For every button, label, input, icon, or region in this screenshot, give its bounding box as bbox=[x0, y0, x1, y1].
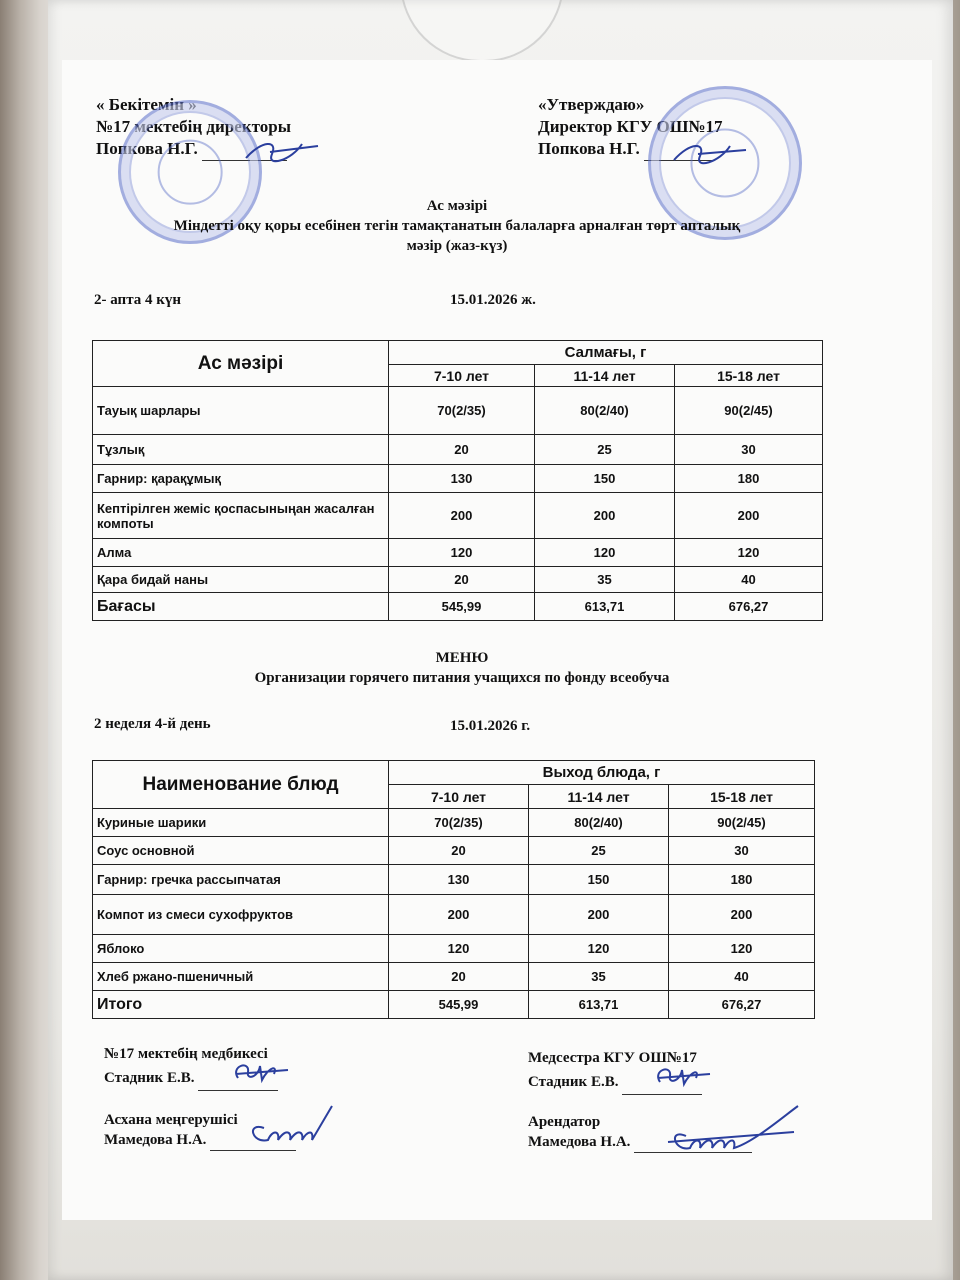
dish-name: Гарнир: қарақұмық bbox=[93, 465, 389, 493]
table-row bbox=[93, 539, 823, 567]
kz-date: 15.01.2026 ж. bbox=[450, 292, 536, 308]
portion-value: 30 bbox=[669, 837, 815, 865]
total-value: 613,71 bbox=[535, 593, 675, 621]
kz-name-header: Ас мәзірі bbox=[93, 341, 389, 387]
total-value: 545,99 bbox=[389, 593, 535, 621]
table-row bbox=[93, 809, 815, 837]
table-row bbox=[93, 935, 815, 963]
cook-ru-title: Арендатор bbox=[528, 1114, 601, 1130]
portion-value: 200 bbox=[529, 895, 669, 935]
total-value: 676,27 bbox=[669, 991, 815, 1019]
portion-value: 20 bbox=[389, 963, 529, 991]
kz-week-day: 2- апта 4 күн bbox=[94, 292, 182, 308]
table-row bbox=[93, 465, 823, 493]
portion-value: 25 bbox=[535, 435, 675, 465]
ru-age-7-10: 7-10 лет bbox=[389, 785, 529, 809]
portion-value: 35 bbox=[529, 963, 669, 991]
total-value: 545,99 bbox=[389, 991, 529, 1019]
dish-name: Тұзлық bbox=[93, 435, 389, 465]
total-label: Итого bbox=[93, 991, 389, 1019]
cook-kz-name-line: Мамедова Н.А. bbox=[104, 1130, 296, 1151]
total-row bbox=[93, 991, 815, 1019]
portion-value: 200 bbox=[675, 493, 823, 539]
approval-right-line1: «Утверждаю» bbox=[538, 95, 645, 114]
portion-value: 180 bbox=[675, 465, 823, 493]
portion-value: 25 bbox=[529, 837, 669, 865]
portion-value: 130 bbox=[389, 465, 535, 493]
kz-menu-subtitle-1: Міндетті оқу қоры есебінен тегін тамақтанатын балаларға арналған төрт апталық bbox=[173, 218, 741, 234]
portion-value: 120 bbox=[389, 539, 535, 567]
cook-kz-title: Асхана меңгерушісі bbox=[104, 1112, 238, 1128]
kz-age-7-10: 7-10 лет bbox=[389, 365, 535, 387]
approval-right-line3: Попкова Н.Г. bbox=[538, 138, 722, 161]
table-row bbox=[93, 567, 823, 593]
kz-age-11-14: 11-14 лет bbox=[535, 365, 675, 387]
director-signature-right bbox=[670, 138, 750, 168]
table-row bbox=[93, 963, 815, 991]
nurse-signature-left bbox=[228, 1058, 292, 1086]
portion-value: 40 bbox=[675, 567, 823, 593]
dish-name: Гарнир: гречка рассыпчатая bbox=[93, 865, 389, 895]
portion-value: 200 bbox=[389, 493, 535, 539]
kz-age-15-18: 15-18 лет bbox=[675, 365, 823, 387]
ru-menu-title: МЕНЮ bbox=[435, 650, 489, 666]
dish-name: Куриные шарики bbox=[93, 809, 389, 837]
portion-value: 90(2/45) bbox=[669, 809, 815, 837]
total-label: Бағасы bbox=[93, 593, 389, 621]
portion-value: 20 bbox=[389, 435, 535, 465]
portion-value: 120 bbox=[675, 539, 823, 567]
nurse-kz-name-line: Стадник Е.В. bbox=[104, 1066, 278, 1091]
total-value: 613,71 bbox=[529, 991, 669, 1019]
cook-signature-left bbox=[242, 1100, 342, 1150]
kz-menu-table bbox=[92, 340, 823, 621]
portion-value: 150 bbox=[535, 465, 675, 493]
cook-ru-name-line: Мамедова Н.А. bbox=[528, 1132, 752, 1153]
kz-weight-header: Салмағы, г bbox=[389, 341, 823, 365]
portion-value: 35 bbox=[535, 567, 675, 593]
dish-name: Соус основной bbox=[93, 837, 389, 865]
portion-value: 200 bbox=[669, 895, 815, 935]
ru-name-header: Наименование блюд bbox=[93, 761, 389, 809]
table-row bbox=[93, 435, 823, 465]
dish-name: Тауық шарлары bbox=[93, 387, 389, 435]
nurse-ru-title: Медсестра КГУ ОШ№17 bbox=[528, 1050, 697, 1066]
portion-value: 180 bbox=[669, 865, 815, 895]
table-row bbox=[93, 865, 815, 895]
approval-left-line2: №17 мектебің директоры bbox=[96, 117, 291, 136]
portion-value: 120 bbox=[669, 935, 815, 963]
portion-value: 20 bbox=[389, 567, 535, 593]
total-value: 676,27 bbox=[675, 593, 823, 621]
table-row bbox=[93, 895, 815, 935]
ru-menu-subtitle: Организации горячего питания учащихся по фонду всеобуча bbox=[254, 670, 670, 686]
portion-value: 130 bbox=[389, 865, 529, 895]
ru-age-11-14: 11-14 лет bbox=[529, 785, 669, 809]
portion-value: 90(2/45) bbox=[675, 387, 823, 435]
director-signature-left bbox=[242, 136, 322, 166]
ru-menu-table bbox=[92, 760, 815, 1019]
ru-age-15-18: 15-18 лет bbox=[669, 785, 815, 809]
nurse-signature-right bbox=[650, 1062, 714, 1090]
approval-left-line1: « Бекітемін » bbox=[96, 95, 197, 114]
portion-value: 40 bbox=[669, 963, 815, 991]
table-row bbox=[93, 493, 823, 539]
approval-right-line2: Директор КГУ ОШ№17 bbox=[538, 117, 723, 136]
dish-name: Алма bbox=[93, 539, 389, 567]
portion-value: 80(2/40) bbox=[535, 387, 675, 435]
portion-value: 200 bbox=[535, 493, 675, 539]
portion-value: 120 bbox=[389, 935, 529, 963]
portion-value: 20 bbox=[389, 837, 529, 865]
ru-week-day: 2 неделя 4-й день bbox=[94, 716, 211, 732]
ru-date: 15.01.2026 г. bbox=[450, 718, 531, 734]
portion-value: 150 bbox=[529, 865, 669, 895]
table-row bbox=[93, 387, 823, 435]
nurse-ru-name-line: Стадник Е.В. bbox=[528, 1070, 702, 1095]
portion-value: 70(2/35) bbox=[389, 387, 535, 435]
portion-value: 30 bbox=[675, 435, 823, 465]
approval-left-line3: Попкова Н.Г. bbox=[96, 138, 291, 161]
kz-menu-title: Ас мәзірі bbox=[426, 198, 488, 214]
portion-value: 120 bbox=[535, 539, 675, 567]
dish-name: Компот из смеси сухофруктов bbox=[93, 895, 389, 935]
dish-name: Кептірілген жеміс қоспасыныңан жасалған компоты bbox=[93, 493, 389, 539]
nurse-kz-title: №17 мектебің медбикесі bbox=[104, 1046, 268, 1062]
portion-value: 200 bbox=[389, 895, 529, 935]
ru-yield-header: Выход блюда, г bbox=[389, 761, 815, 785]
portion-value: 120 bbox=[529, 935, 669, 963]
total-row bbox=[93, 593, 823, 621]
dish-name: Хлеб ржано-пшеничный bbox=[93, 963, 389, 991]
dish-name: Қара бидай наны bbox=[93, 567, 389, 593]
cook-signature-right bbox=[664, 1102, 804, 1158]
portion-value: 70(2/35) bbox=[389, 809, 529, 837]
menu-document bbox=[62, 60, 932, 1220]
kz-menu-subtitle-2: мәзір (жаз-күз) bbox=[406, 238, 508, 254]
dish-name: Яблоко bbox=[93, 935, 389, 963]
table-row bbox=[93, 837, 815, 865]
portion-value: 80(2/40) bbox=[529, 809, 669, 837]
